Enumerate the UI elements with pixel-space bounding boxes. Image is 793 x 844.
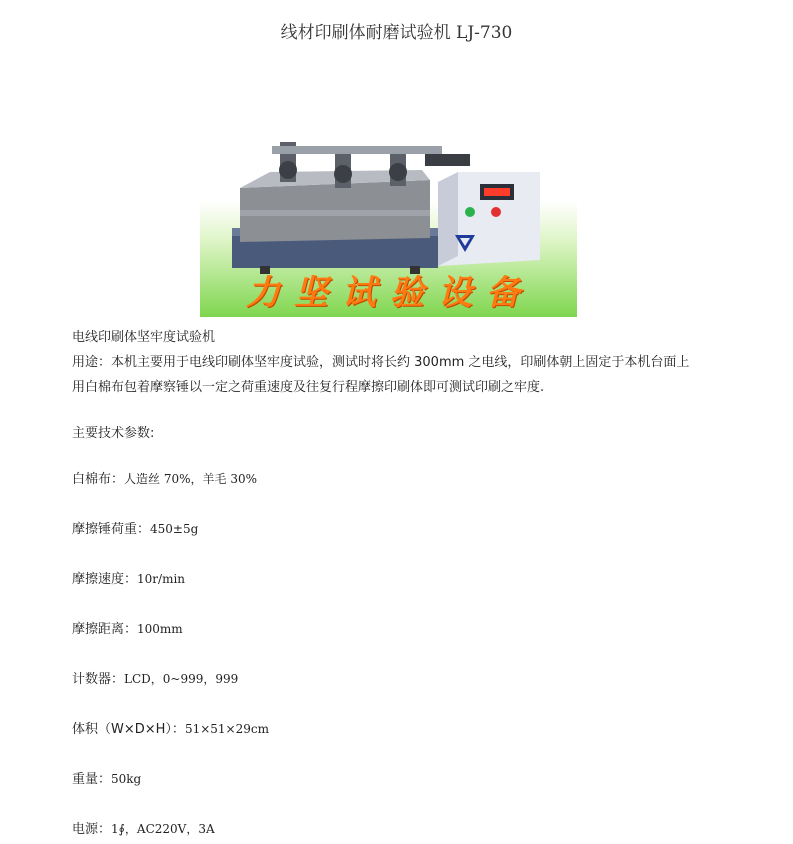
- spec-row: [72, 468, 257, 487]
- spec-value: 450±5g: [150, 522, 199, 536]
- spec-row: [72, 818, 215, 837]
- page-title: 线材印刷体耐磨试验机 LJ-730: [280, 23, 513, 43]
- spec-value: 10r/min: [137, 572, 186, 586]
- spec-label: 摩擦锤荷重：: [72, 522, 151, 537]
- spec-value: 51×51×29cm: [184, 722, 269, 736]
- spec-value: 50kg: [111, 772, 142, 786]
- spec-row: [72, 568, 185, 587]
- usage-line-1: 用途：本机主要用于电线印刷体坚牢度试验，测试时将长约 300mm 之电线，印刷体朝上固定于本机台面上: [72, 355, 690, 370]
- spec-value: 人造丝 70%，羊毛 30%: [124, 472, 257, 486]
- spec-value: LCD，0~999，999: [124, 672, 239, 686]
- spec-label: 体积（W×D×H）：: [72, 722, 185, 737]
- start-button: [465, 207, 475, 217]
- spec-row: [72, 768, 141, 787]
- spec-label: 计数器：: [72, 672, 125, 687]
- product-photo: [200, 60, 577, 317]
- spec-row: [72, 518, 198, 537]
- product-heading: 电线印刷体坚牢度试验机: [72, 330, 216, 345]
- spec-row: [72, 718, 269, 737]
- spec-label: 摩擦速度：: [72, 572, 138, 587]
- params-heading: 主要技术参数:: [72, 426, 155, 441]
- spec-label: 摩擦距离：: [72, 622, 138, 637]
- usage-line-2: 用白棉布包着摩察锤以一定之荷重速度及往复行程摩擦印刷体即可测试印刷之牢度.: [72, 380, 545, 395]
- spec-value: 100mm: [137, 622, 183, 636]
- spec-label: 电源：: [72, 822, 112, 837]
- spec-row: [72, 618, 183, 637]
- spec-value: 1∮，AC220V，3A: [111, 822, 215, 836]
- spec-label: 白棉布：: [72, 472, 125, 487]
- spec-row: [72, 668, 238, 687]
- stop-button: [491, 207, 501, 217]
- spec-label: 重量：: [72, 772, 112, 787]
- brand-watermark: 力坚试验设备: [246, 273, 534, 313]
